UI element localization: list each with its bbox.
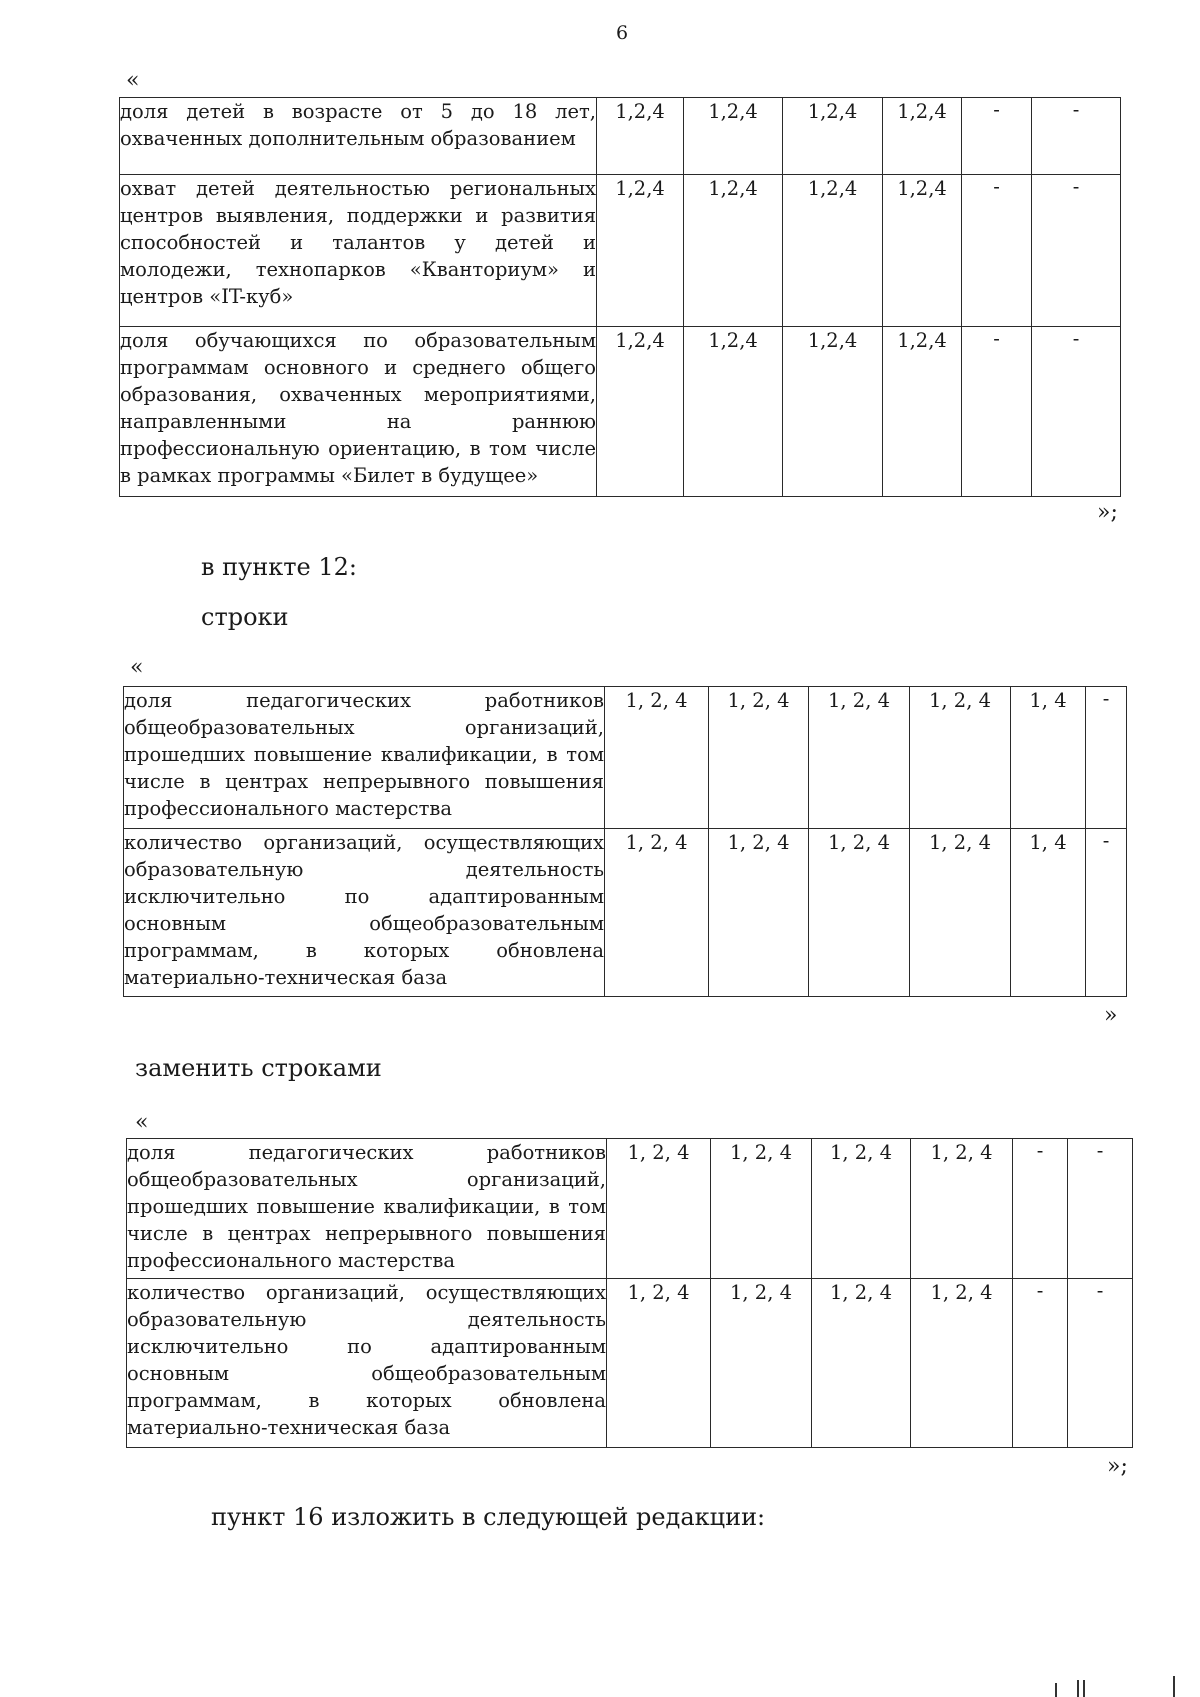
scan-artifact <box>1173 1676 1175 1697</box>
row-label: доля обучающихся по образовательным программам основного и среднего общего образования, охваченных мероприятиями, направленными на раннюю профессиональную ориентацию, в том числе в рамках программы «Билет в будущее» <box>120 327 597 497</box>
scan-artifact <box>1083 1680 1085 1697</box>
cell-value: 1, 2, 4 <box>910 687 1011 829</box>
cell-value: 1,2,4 <box>783 327 883 497</box>
row-label: доля педагогических работников общеобразовательных организаций, прошедших повышение квалификации, в том числе в центрах непрерывного повышения профессионального мастерства <box>124 687 605 829</box>
cell-value: 1,2,4 <box>883 98 962 175</box>
cell-value: 1, 2, 4 <box>607 1279 711 1448</box>
cell-value: 1, 2, 4 <box>605 687 709 829</box>
cell-value: 1, 2, 4 <box>607 1139 711 1279</box>
cell-value: - <box>1086 829 1127 997</box>
cell-value: - <box>962 98 1032 175</box>
cell-value: 1,2,4 <box>783 98 883 175</box>
cell-value: 1, 2, 4 <box>711 1139 812 1279</box>
instruction-point-16: пункт 16 изложить в следующей редакции: <box>211 1503 766 1531</box>
table-row <box>124 687 1127 829</box>
table-row <box>124 829 1127 997</box>
table-row <box>120 98 1121 175</box>
cell-value: 1,2,4 <box>783 175 883 327</box>
cell-value: - <box>1032 175 1121 327</box>
cell-value: - <box>1032 327 1121 497</box>
cell-value: 1, 2, 4 <box>911 1279 1013 1448</box>
cell-value: 1, 2, 4 <box>812 1279 911 1448</box>
opening-quote: « <box>135 1110 149 1135</box>
cell-value: 1,2,4 <box>684 98 783 175</box>
cell-value: - <box>962 327 1032 497</box>
page-number: 6 <box>615 22 629 44</box>
scan-artifact <box>1077 1680 1079 1697</box>
row-label: охват детей деятельностью региональных центров выявления, поддержки и развития способностей и талантов у детей и молодежи, технопарков «Кванториум» и центров «IT-куб» <box>120 175 597 327</box>
opening-quote: « <box>130 655 144 680</box>
cell-value: 1, 2, 4 <box>809 687 910 829</box>
cell-value: 1,2,4 <box>597 327 684 497</box>
instruction-point-12: в пункте 12: <box>201 553 357 581</box>
table-2 <box>123 686 1127 997</box>
instruction-rows: строки <box>201 603 289 631</box>
table-row <box>127 1279 1133 1448</box>
row-label: количество организаций, осуществляющих образовательную деятельность исключительно по адаптированным основным общеобразовательным программам, в которых обновлена материально-техническая база <box>124 829 605 997</box>
cell-value: 1, 2, 4 <box>910 829 1011 997</box>
cell-value: - <box>1068 1279 1133 1448</box>
scan-artifact <box>1055 1683 1057 1697</box>
cell-value: 1,2,4 <box>597 98 684 175</box>
cell-value: 1,2,4 <box>883 327 962 497</box>
cell-value: 1,2,4 <box>684 175 783 327</box>
cell-value: - <box>962 175 1032 327</box>
cell-value: 1,2,4 <box>597 175 684 327</box>
cell-value: 1, 2, 4 <box>711 1279 812 1448</box>
opening-quote: « <box>126 68 140 93</box>
row-label: доля педагогических работников общеобразовательных организаций, прошедших повышение квалификации, в том числе в центрах непрерывного повышения профессионального мастерства <box>127 1139 607 1279</box>
row-label: количество организаций, осуществляющих образовательную деятельность исключительно по адаптированным основным общеобразовательным программам, в которых обновлена материально-техническая база <box>127 1279 607 1448</box>
cell-value: 1, 2, 4 <box>911 1139 1013 1279</box>
closing-quote: »; <box>1107 1454 1128 1479</box>
closing-quote: » <box>1104 1003 1118 1028</box>
cell-value: - <box>1013 1139 1068 1279</box>
table-row <box>127 1139 1133 1279</box>
cell-value: - <box>1086 687 1127 829</box>
cell-value: - <box>1068 1139 1133 1279</box>
cell-value: 1, 2, 4 <box>812 1139 911 1279</box>
table-row <box>120 327 1121 497</box>
table-row <box>120 175 1121 327</box>
cell-value: 1, 2, 4 <box>605 829 709 997</box>
row-label: доля детей в возрасте от 5 до 18 лет, охваченных дополнительным образованием <box>120 98 597 175</box>
cell-value: 1, 2, 4 <box>809 829 910 997</box>
cell-value: 1,2,4 <box>883 175 962 327</box>
closing-quote: »; <box>1097 500 1118 525</box>
cell-value: - <box>1032 98 1121 175</box>
cell-value: 1, 2, 4 <box>709 687 809 829</box>
table-3 <box>126 1138 1133 1448</box>
cell-value: - <box>1013 1279 1068 1448</box>
cell-value: 1, 4 <box>1011 829 1086 997</box>
cell-value: 1, 4 <box>1011 687 1086 829</box>
table-1 <box>119 97 1121 497</box>
cell-value: 1,2,4 <box>684 327 783 497</box>
instruction-replace: заменить строками <box>135 1054 382 1082</box>
cell-value: 1, 2, 4 <box>709 829 809 997</box>
